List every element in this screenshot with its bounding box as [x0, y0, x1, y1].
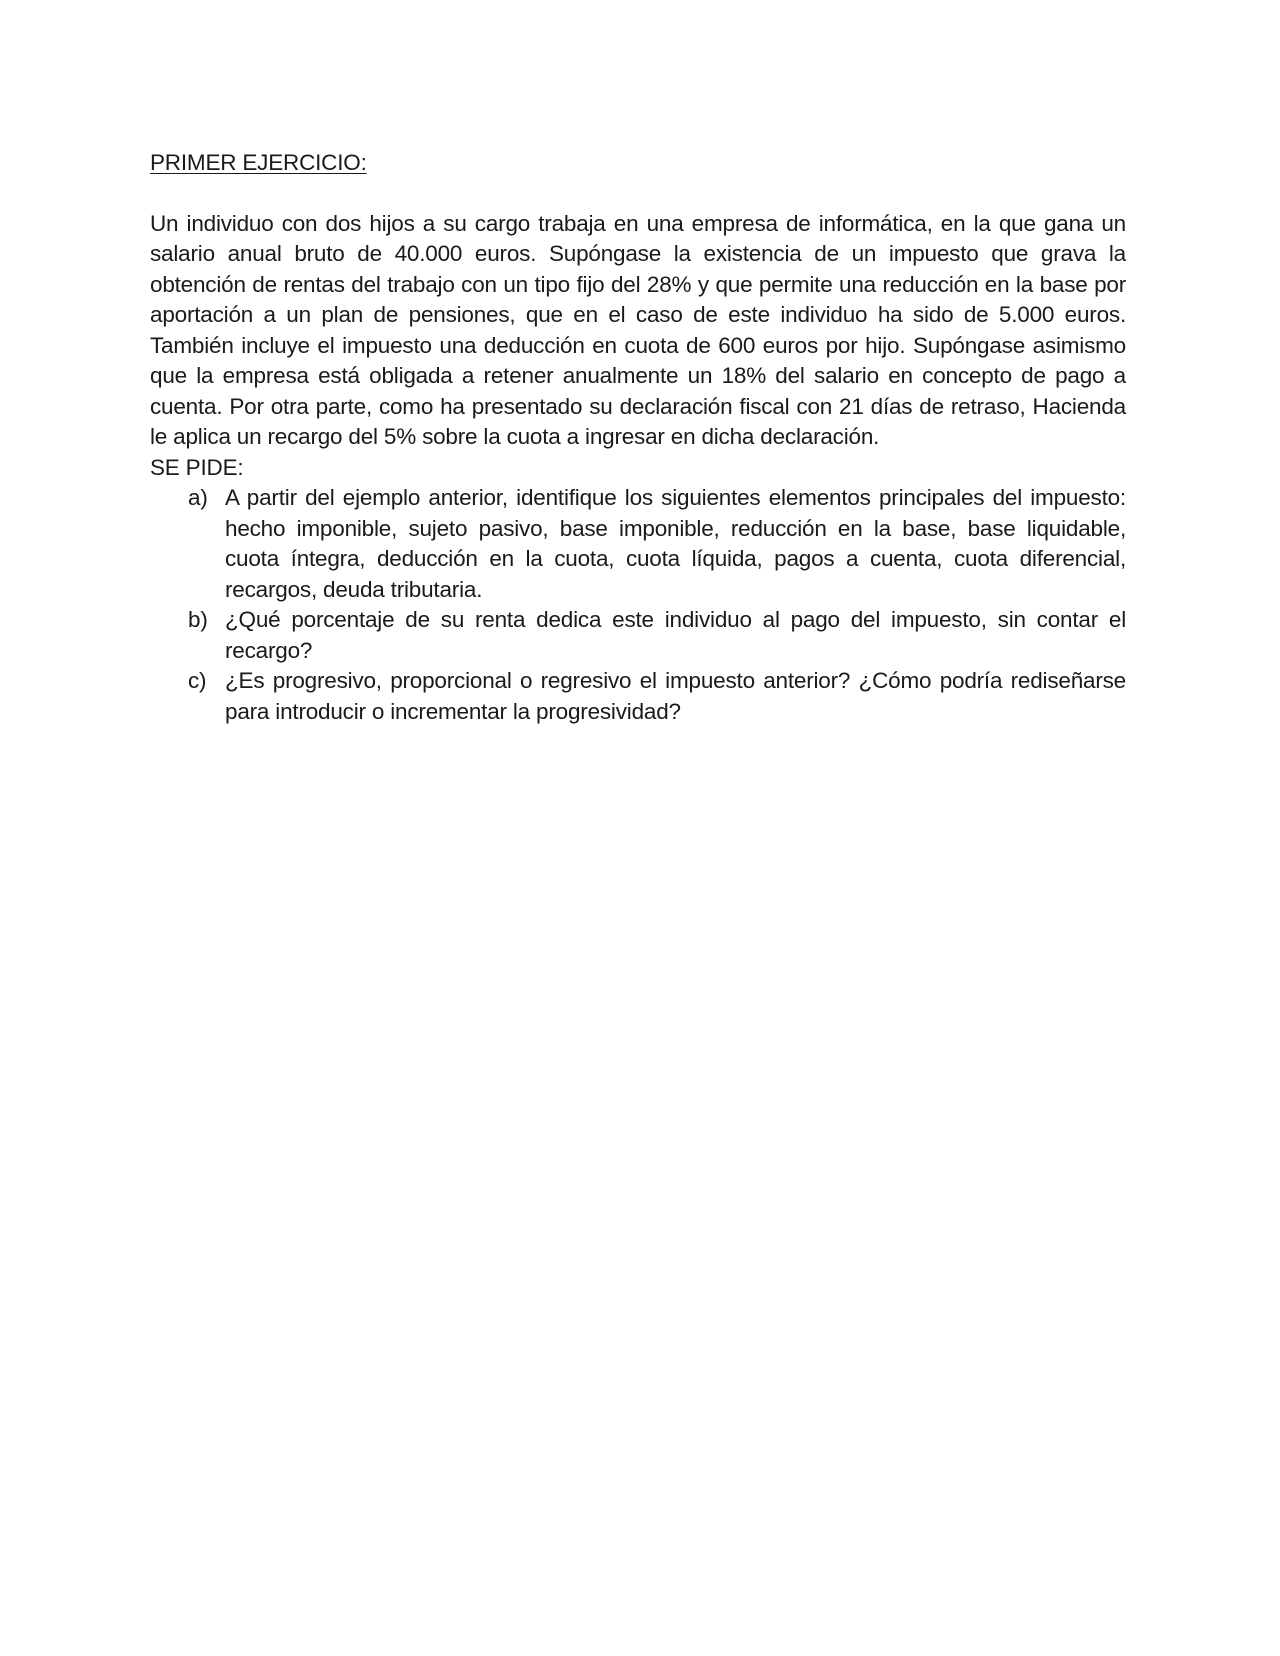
question-marker: c) — [188, 668, 207, 693]
question-item-a — [150, 483, 1126, 605]
question-list — [150, 483, 1126, 727]
document-page — [150, 148, 1126, 727]
question-text: A partir del ejemplo anterior, identifique los siguientes elementos principales del impuesto: hecho imponible, sujeto pasivo, base imponible, reducción en la base, base liquidable, cuota íntegra, deducción en la cuota, cuota líquida, pagos a cuenta, cuota diferencial, recargos, deuda tributaria. — [225, 485, 1126, 602]
question-item-b — [150, 605, 1126, 666]
question-item-c — [150, 666, 1126, 727]
question-text: ¿Qué porcentaje de su renta dedica este individuo al pago del impuesto, sin contar el recargo? — [225, 607, 1126, 663]
exercise-statement: Un individuo con dos hijos a su cargo trabaja en una empresa de informática, en la que gana un salario anual bruto de 40.000 euros. Supóngase la existencia de un impuesto que grava la obtención de rentas del trabajo con un tipo fijo del 28% y que permite una reducción en la base por aportación a un plan de pensiones, que en el caso de este individuo ha sido de 5.000 euros. También incluye el impuesto una deducción en cuota de 600 euros por hijo. Supóngase asimismo que la empresa está obligada a retener anualmente un 18% del salario en concepto de pago a cuenta. Por otra parte, como ha presentado su declaración fiscal con 21 días de retraso, Hacienda le aplica un recargo del 5% sobre la cuota a ingresar en dicha declaración. — [150, 210, 1126, 449]
question-text: ¿Es progresivo, proporcional o regresivo el impuesto anterior? ¿Cómo podría rediseñarse para introducir o incrementar la progresividad? — [225, 668, 1126, 724]
exercise-title: PRIMER EJERCICIO: — [150, 150, 367, 175]
ask-label: SE PIDE: — [150, 454, 244, 480]
question-marker: a) — [188, 485, 208, 510]
question-marker: b) — [188, 607, 208, 632]
